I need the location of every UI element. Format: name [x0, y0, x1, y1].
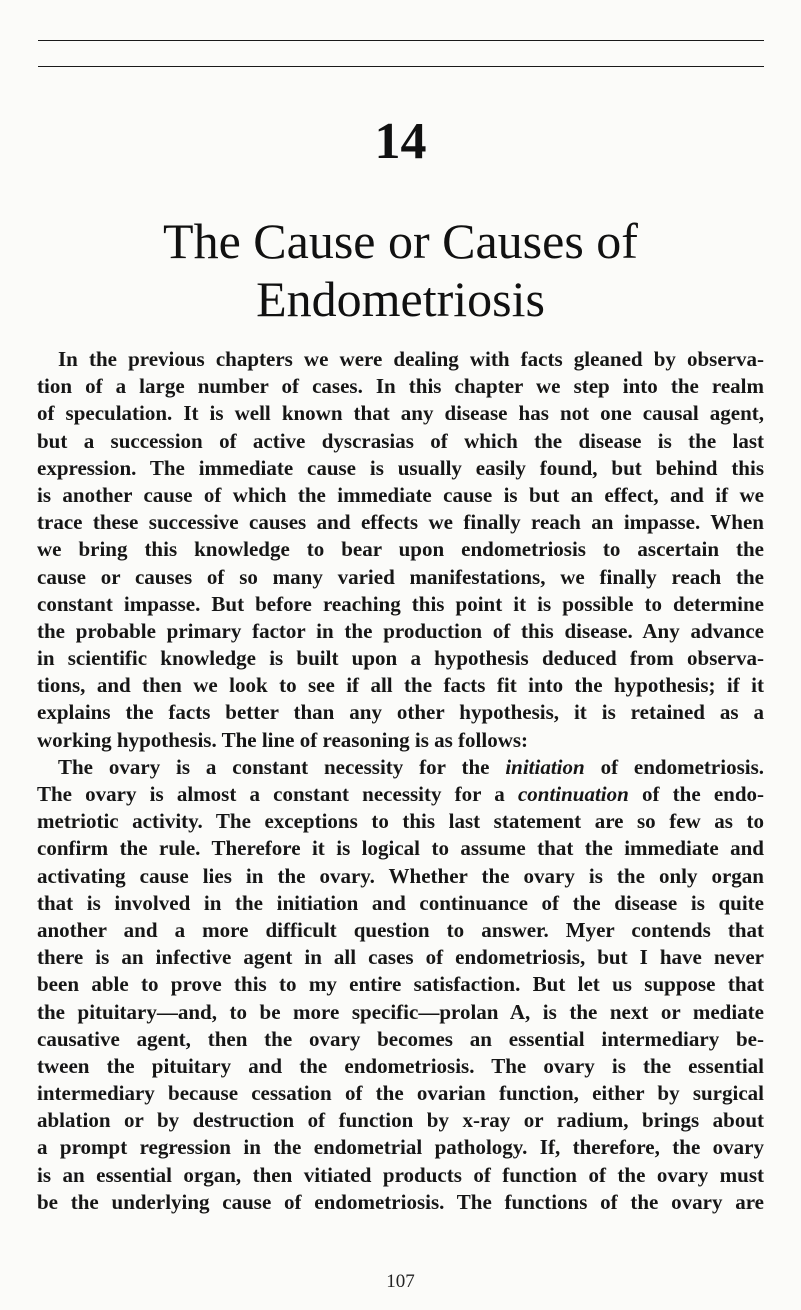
text-line: but a succession of active dyscrasias of which the disease is the last [37, 428, 764, 453]
chapter-number: 14 [374, 113, 427, 170]
text-line: another and a more difficult question to answer. Myer contends that [37, 917, 764, 942]
page-number: 107 [386, 1271, 415, 1292]
text-line: constant impasse. But before reaching this point it is possible to determine [37, 591, 764, 616]
text-line: cause or causes of so many varied manifestations, we finally reach the [37, 564, 764, 589]
text-fragment: The ovary is almost a constant necessity for a [37, 782, 518, 806]
text-line: confirm the rule. Therefore it is logical to assume that the immediate and [37, 836, 764, 861]
text-line: be the underlying cause of endometriosis. The functions of the ovary are [37, 1189, 764, 1214]
text-line: of speculation. It is well known that any disease has not one causal agent, [37, 401, 764, 426]
text-line: tions, and then we look to see if all the facts fit into the hypothesis; if it [37, 673, 764, 698]
text-line: that is involved in the initiation and continuance of the disease is quite [37, 890, 764, 915]
text-line: explains the facts better than any other hypothesis, it is retained as a [37, 700, 764, 725]
chapter-title-line-1: The Cause or Causes of [163, 213, 638, 269]
text-line: trace these successive causes and effects we finally reach an impasse. When [37, 510, 764, 535]
text-line: is an essential organ, then vitiated products of function of the ovary must [37, 1162, 764, 1187]
text-line: In the previous chapters we were dealing with facts gleaned by observa- [58, 347, 764, 371]
text-line: tween the pituitary and the endometriosis. The ovary is the essential [37, 1053, 764, 1078]
body-text [37, 346, 764, 1216]
chapter-title-line-2: Endometriosis [256, 271, 545, 327]
emphasis-continuation: continuation [517, 782, 629, 806]
text-line: in scientific knowledge is built upon a hypothesis deduced from observa- [37, 646, 764, 671]
text-line-with-emphasis [37, 754, 764, 781]
text-fragment: of endometriosis. [584, 754, 764, 779]
text-line: we bring this knowledge to bear upon endometriosis to ascertain the [37, 537, 764, 562]
text-line: a prompt regression in the endometrial pathology. If, therefore, the ovary [37, 1135, 764, 1160]
top-rule [38, 40, 764, 41]
text-line: is another cause of which the immediate cause is but an effect, and if we [37, 482, 764, 507]
text-line: causative agent, then the ovary becomes an essential intermediary be- [37, 1026, 764, 1051]
chapter-title [0, 212, 801, 328]
emphasis-initiation: initiation [505, 754, 585, 779]
text-line: metriotic activity. The exceptions to this last statement are so few as to [37, 809, 764, 834]
text-line: activating cause lies in the ovary. Whether the ovary is the only organ [37, 863, 764, 888]
text-line: working hypothesis. The line of reasoning is as follows: [37, 727, 529, 752]
text-line: been able to prove this to my entire satisfaction. But let us suppose that [37, 972, 764, 997]
text-line: there is an infective agent in all cases of endometriosis, but I have never [37, 945, 764, 970]
text-line-with-emphasis [37, 781, 764, 808]
text-fragment: The ovary is a constant necessity for the [58, 754, 506, 779]
text-line: the probable primary factor in the production of this disease. Any advance [37, 618, 764, 643]
second-rule [38, 66, 764, 67]
text-line: the pituitary—and, to be more specific—prolan A, is the next or mediate [37, 999, 764, 1024]
text-line: tion of a large number of cases. In this chapter we step into the realm [37, 374, 764, 399]
text-line: expression. The immediate cause is usually easily found, but behind this [37, 455, 764, 480]
text-line: ablation or by destruction of function by x-ray or radium, brings about [37, 1108, 764, 1133]
text-fragment: of the endo- [628, 782, 764, 806]
text-line: intermediary because cessation of the ovarian function, either by surgical [37, 1081, 764, 1106]
